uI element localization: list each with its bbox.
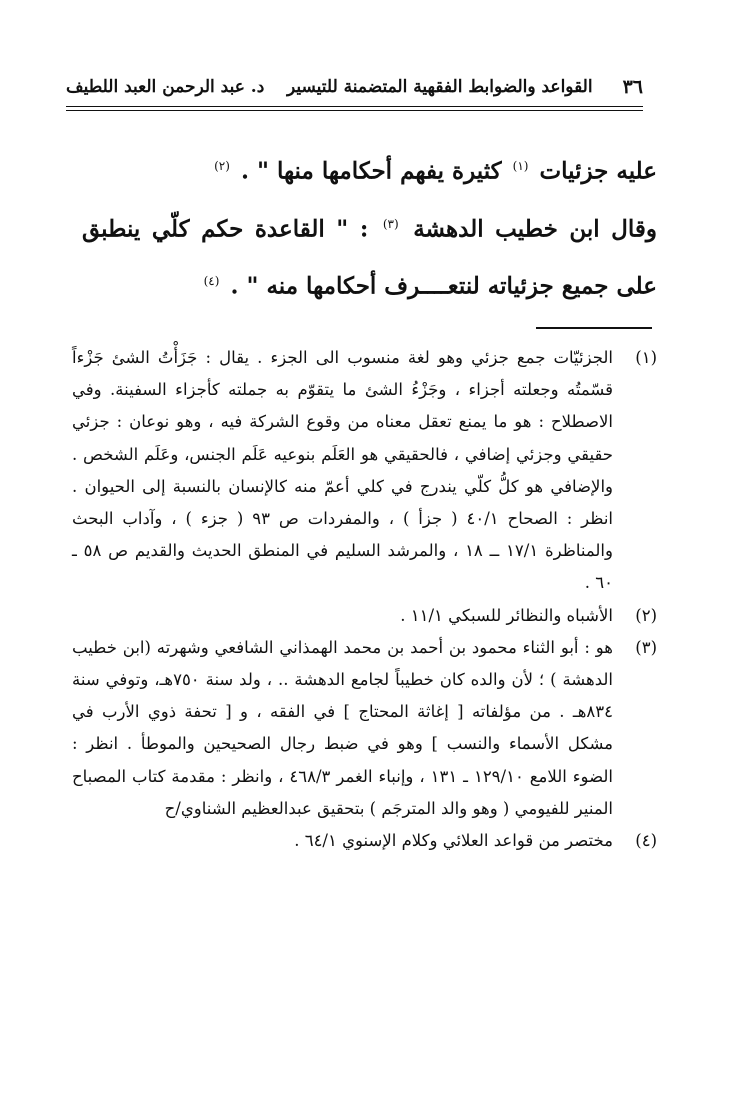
header-rule xyxy=(66,106,643,107)
author-name: د. عبد الرحمن العبد اللطيف xyxy=(66,77,265,97)
footnote-ref-4[interactable]: (٤) xyxy=(203,274,220,289)
paragraph-2: وقال ابن خطيب الدهشة $^{(٣)}$ : " القاعدة حكم كلّي ينطبق على جميع جزئياته لنتعــــرف أحكامها منه " . $^{(٤)}$ xyxy=(82,215,657,300)
footnote-number: (٢) xyxy=(635,605,657,625)
paragraph-1: عليه جزئيات $^{(١)}$ كثيرة يفهم أحكامها منها " . $^{(٢)}$ xyxy=(214,157,657,185)
footnote-1 xyxy=(72,342,657,600)
main-text xyxy=(82,140,657,313)
footnote-number: (٣) xyxy=(635,637,657,657)
footnote-text: مختصر من قواعد العلائي وكلام الإسنوي ٦٤/١ . xyxy=(294,831,613,851)
footnote-text: هو : أبو الثناء محمود بن أحمد بن محمد الهمذاني الشافعي وشهرته (ابن خطيب الدهشة ) ؛ لأن والده كان خطيباً لجامع الدهشة .. ، ولد سنة ٧٥٠هـ، وتوفي سنة ٨٣٤هـ . من مؤلفاته [ إغاثة المحتاج ] في الفقه ، و [ تحفة ذوي الأرب في مشكل الأسماء والنسب ] وهو في ضبط رجال الصحيحين والموطأ . انظر : الضوء اللامع ١٢٩/١٠ ـ ١٣١ ، وإنباء الغمر ٤٦٨/٣ ، وانظر : مقدمة كتاب المصباح المنير للفيومي ( وهو والد المترجَم ) بتحقيق عبدالعظيم الشناوي/ح xyxy=(72,637,613,818)
footnote-number: (١) xyxy=(635,348,657,367)
footnote-separator xyxy=(536,327,652,329)
header-title-group xyxy=(287,76,643,98)
footnote-text: الأشباه والنظائر للسبكي ١١/١ . xyxy=(400,605,613,625)
footnote-4 xyxy=(72,825,657,857)
book-title: القواعد والضوابط الفقهية المتضمنة للتيسير xyxy=(287,77,593,97)
footnote-text: الجزئيّات جمع جزئي وهو لغة منسوب الى الجزء . يقال : جَزَأْتُ الشئ جَزْءاً قسّمتُه وجعلته أجزاء ، وجَزْءُ الشئ ما يتقوّم به جملته كأجزاء السفينة. وفي الاصطلاح : هو ما يمنع تعقل معناه من وقوع الشركة فيه ، وهو نوعان : جزئي حقيقي وجزئي إضافي ، فالحقيقي هو العَلَم بنوعيه عَلَم الجنس، وعَلَم الشخص . والإضافي هو كلُّ كلّي يندرج في كلي أعمّ منه كالإنسان بالنسبة إلى الحيوان . انظر : الصحاح ٤٠/١ ( جزأ ) ، والمفردات ص ٩٣ ( جزء ) ، وآداب البحث والمناظرة ١٧/١ ــ ١٨ ، والمرشد السليم في المنطق الحديث والقديم ص ٥٨ ـ ٦٠ . xyxy=(72,348,613,593)
footnotes-section xyxy=(72,342,657,857)
page-number: ٣٦ xyxy=(622,76,643,98)
footnote-ref-1[interactable]: (١) xyxy=(512,159,529,173)
header-rule-second xyxy=(66,110,643,111)
footnote-ref-2[interactable]: (٢) xyxy=(214,159,230,173)
running-header xyxy=(66,70,643,104)
footnote-2 xyxy=(72,600,657,632)
footnote-number: (٤) xyxy=(635,831,657,851)
footnote-ref-3[interactable]: (٣) xyxy=(382,216,399,231)
footnote-3 xyxy=(72,632,657,825)
